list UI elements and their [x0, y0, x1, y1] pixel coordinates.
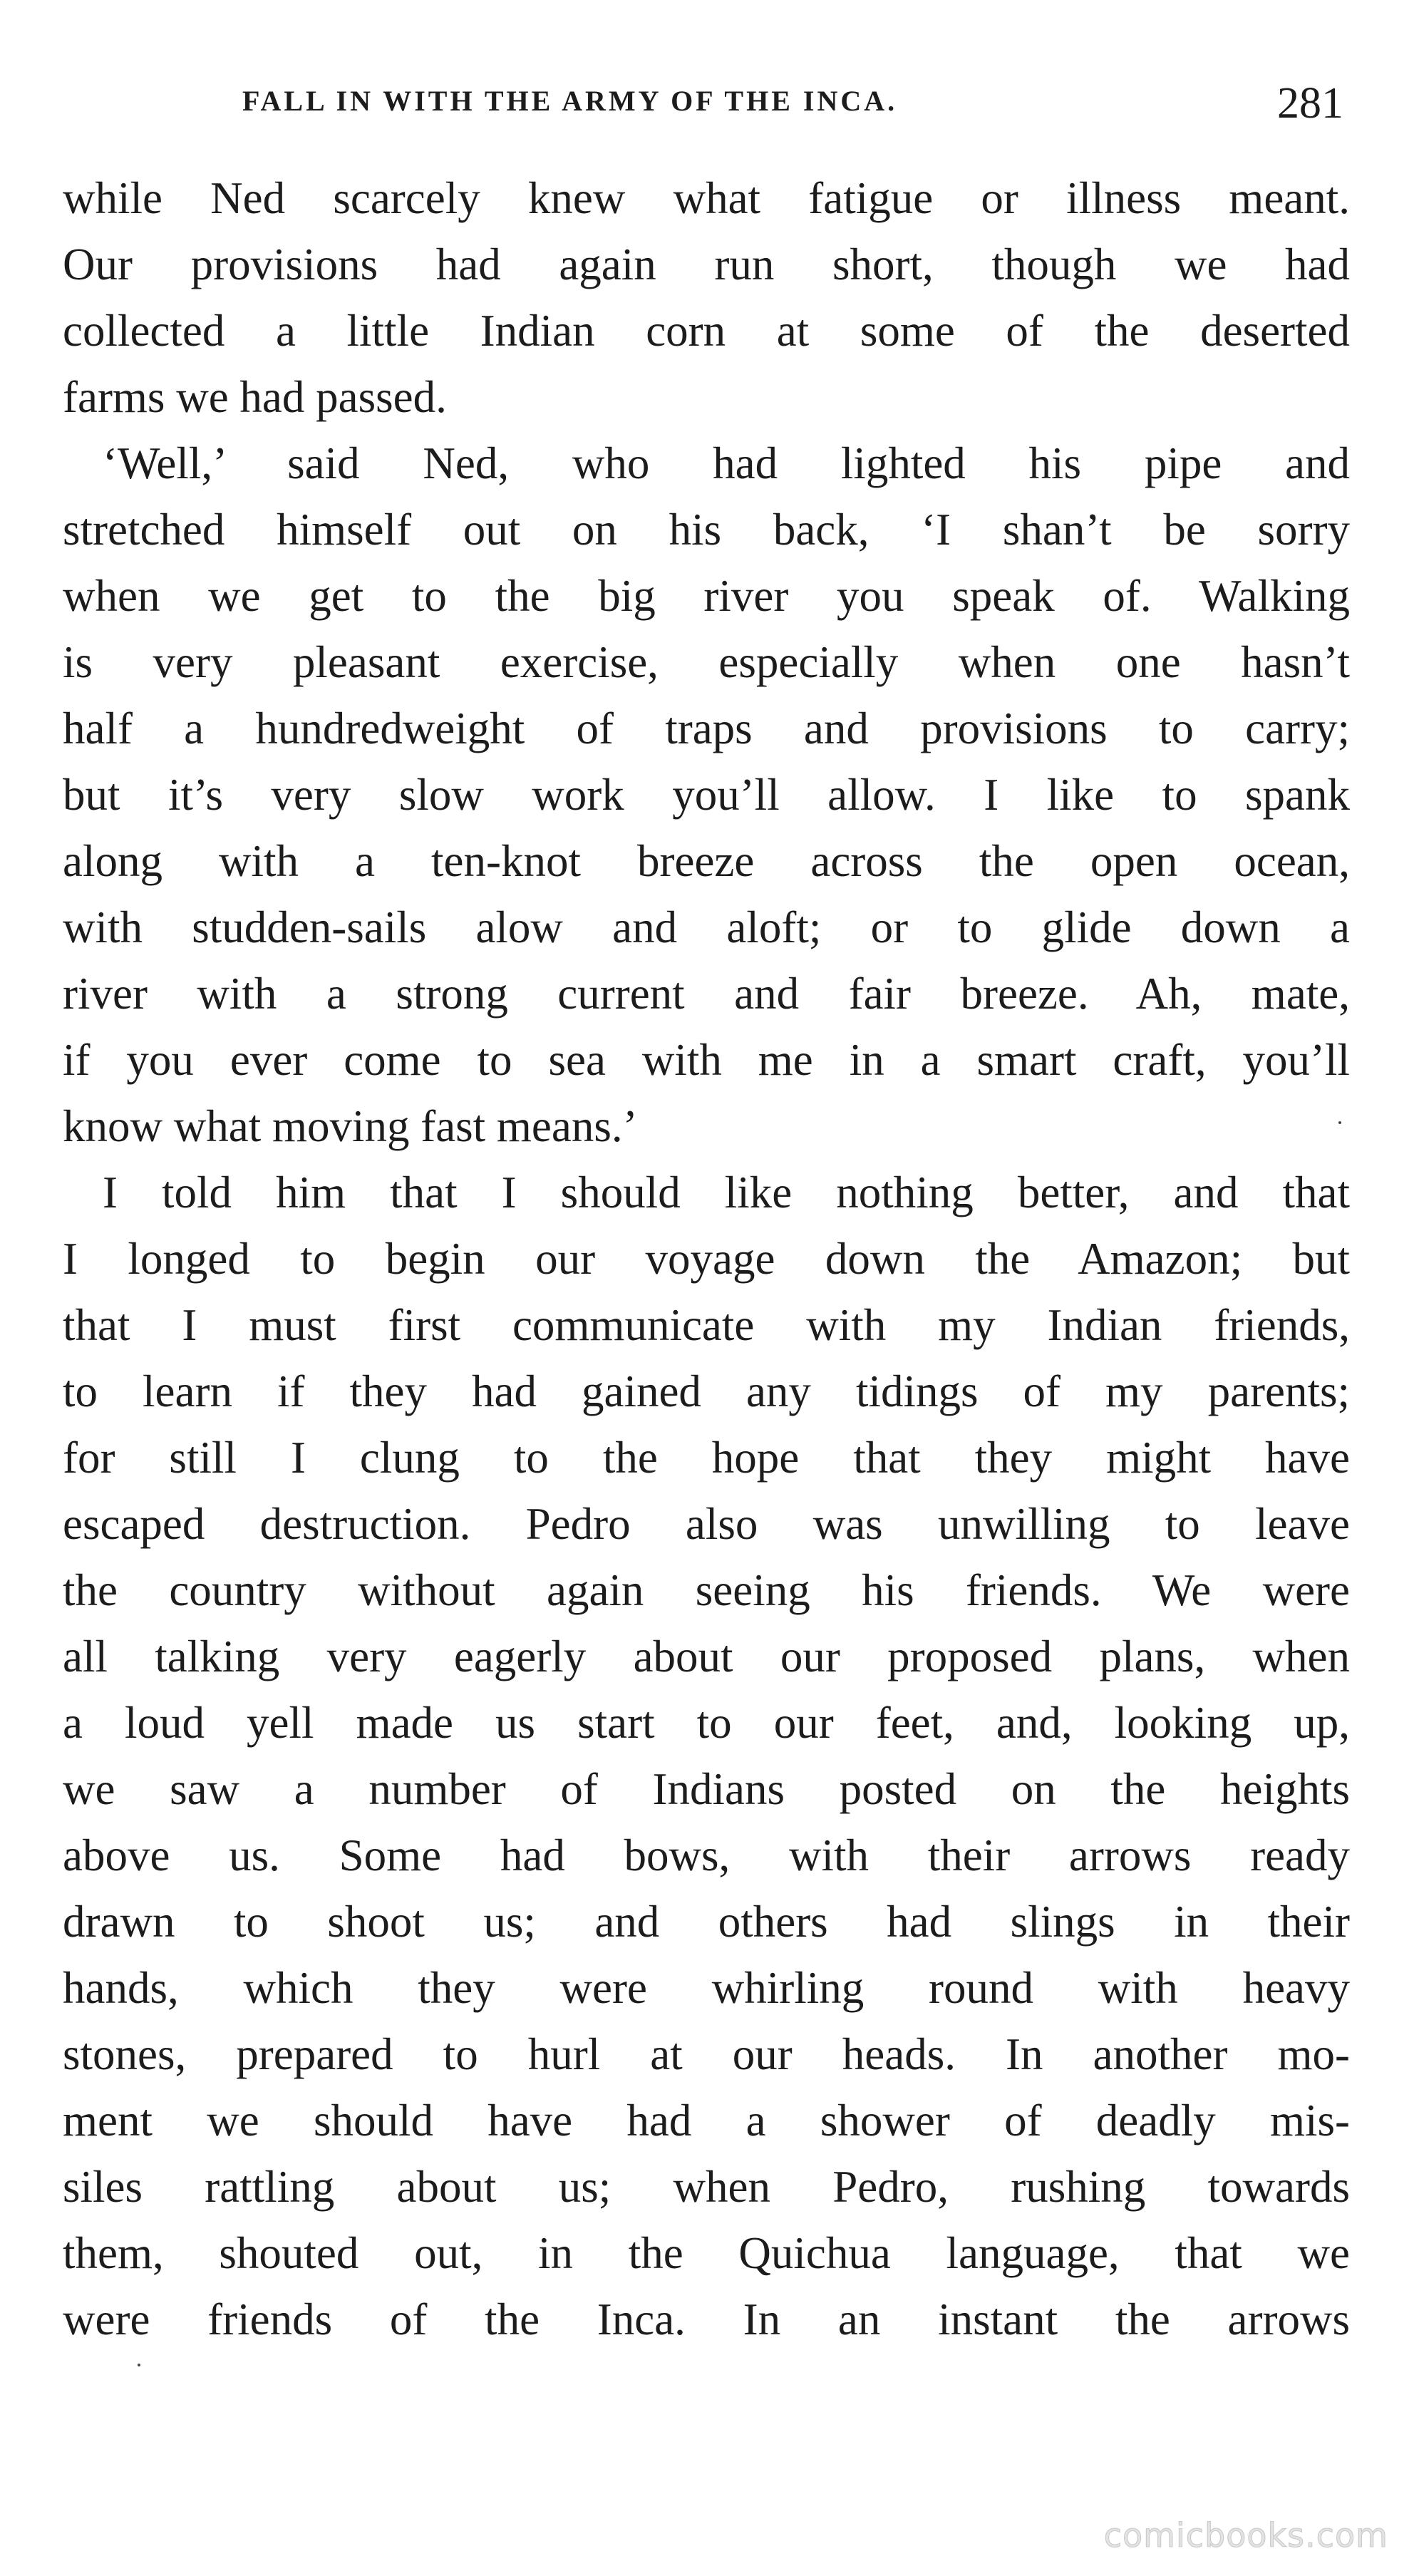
text-line: farms we had passed.: [63, 372, 447, 422]
text-line: stretched himself out on his back, ‘I shan’t be sorry: [63, 505, 1350, 555]
text-line: were friends of the Inca. In an instant the arrows: [63, 2294, 1350, 2344]
text-line: drawn to shoot us; and others had slings in their: [63, 1897, 1350, 1947]
text-line: to learn if they had gained any tidings of my parents;: [63, 1366, 1350, 1416]
text-line: for still I clung to the hope that they might have: [63, 1433, 1350, 1483]
text-line: we saw a number of Indians posted on the heights: [63, 1764, 1350, 1814]
text-line: I longed to begin our voyage down the Amazon; but: [63, 1234, 1350, 1284]
text-line: when we get to the big river you speak of. Walking: [63, 571, 1350, 621]
text-line: collected a little Indian corn at some of the deserted: [63, 306, 1350, 356]
text-line: if you ever come to sea with me in a smart craft, you’ll: [63, 1035, 1350, 1085]
print-speck: [1338, 1121, 1341, 1124]
text-line: know what moving fast means.’: [63, 1101, 638, 1151]
text-line: hands, which they were whirling round with heavy: [63, 1963, 1350, 2013]
text-line: along with a ten-knot breeze across the open ocean,: [63, 836, 1350, 886]
text-line: river with a strong current and fair breeze. Ah, mate,: [63, 969, 1350, 1019]
text-line: Our provisions had again run short, though we had: [63, 239, 1350, 289]
text-line: is very pleasant exercise, especially when one hasn’t: [63, 637, 1350, 687]
text-line: ment we should have had a shower of deadly mis-: [63, 2096, 1350, 2145]
text-line: half a hundredweight of traps and provisions to carry;: [63, 704, 1350, 753]
text-line: them, shouted out, in the Quichua language, that we: [63, 2228, 1350, 2278]
text-line: ‘Well,’ said Ned, who had lighted his pipe and: [103, 438, 1350, 488]
print-speck: [138, 2364, 140, 2366]
text-line: I told him that I should like nothing better, and that: [103, 1168, 1350, 1217]
text-line: escaped destruction. Pedro also was unwilling to leave: [63, 1499, 1350, 1549]
text-line: the country without again seeing his friends. We were: [63, 1565, 1350, 1615]
page-number: 281: [1277, 79, 1343, 128]
text-line: a loud yell made us start to our feet, and, looking up,: [63, 1698, 1350, 1748]
text-line: while Ned scarcely knew what fatigue or illness meant.: [63, 173, 1350, 223]
watermark: comicbooks.com: [1103, 2516, 1388, 2555]
text-line: above us. Some had bows, with their arrows ready: [63, 1830, 1350, 1880]
text-line: with studden-sails alow and aloft; or to glide down a: [63, 902, 1350, 952]
text-line: but it’s very slow work you’ll allow. I like to spank: [63, 770, 1350, 820]
text-line: that I must first communicate with my Indian friends,: [63, 1300, 1350, 1350]
body-text: [63, 165, 1350, 2353]
text-line: stones, prepared to hurl at our heads. In another mo-: [63, 2029, 1350, 2079]
running-title: FALL IN WITH THE ARMY OF THE INCA.: [242, 85, 898, 117]
text-line: all talking very eagerly about our proposed plans, when: [63, 1632, 1350, 1681]
running-head: [228, 78, 1343, 128]
text-line: siles rattling about us; when Pedro, rushing towards: [63, 2162, 1350, 2212]
